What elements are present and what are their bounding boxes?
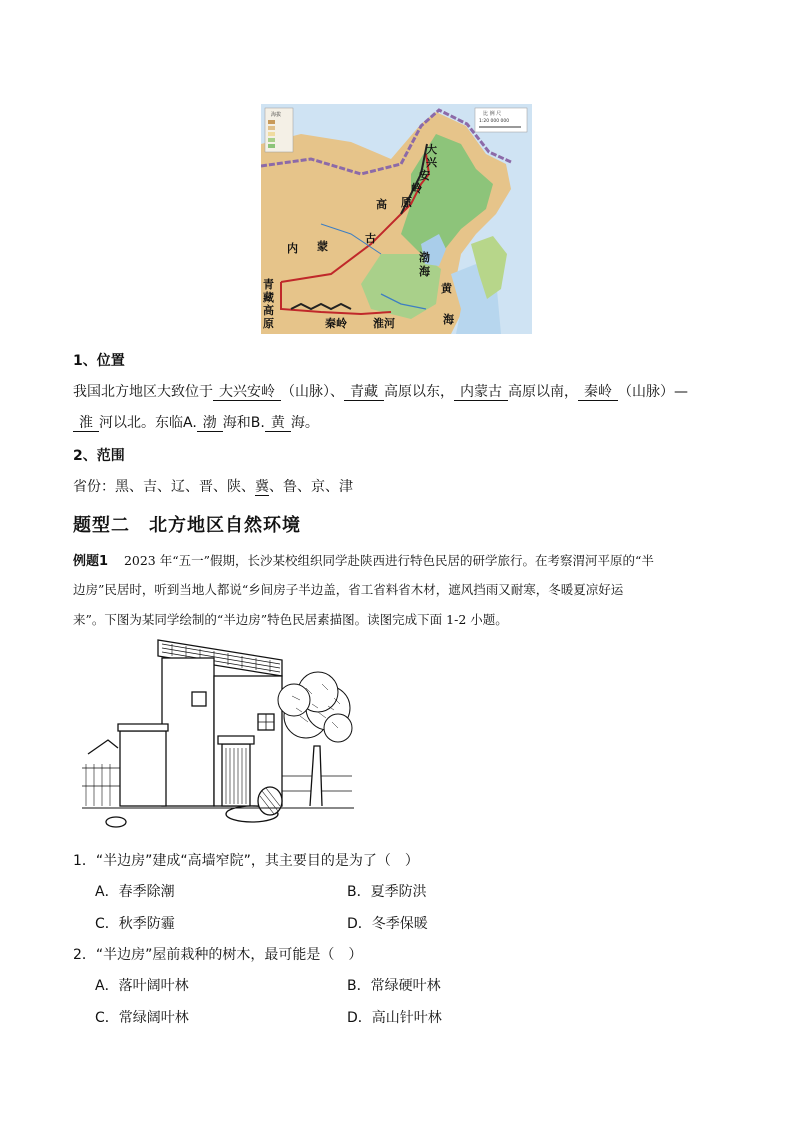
- q2-option-c[interactable]: C．常绿阔叶林: [95, 1010, 189, 1026]
- provinces-label: 省份：: [73, 479, 115, 495]
- text-segment: 高原以南，: [508, 384, 578, 400]
- provinces-line: [73, 476, 353, 496]
- label-huang-hai: 海: [443, 313, 454, 326]
- blank-qinling: 秦岭: [578, 384, 618, 401]
- half-house-sketch: [82, 636, 354, 832]
- q2-option-b[interactable]: B．常绿硬叶林: [347, 978, 441, 994]
- section1-heading: 1、位置: [73, 353, 125, 369]
- map-scale-ratio: 1:20 000 000: [479, 119, 510, 124]
- label-qinling: 秦岭: [325, 317, 347, 330]
- blank-qingzang: 青藏: [344, 384, 384, 401]
- blank-huai: 淮: [73, 415, 99, 432]
- example-line2: 边房”民居时，听到当地人都说“乡间房子半边盖，省工省料省木材，遮风挡雨又耐寒，冬暖夏凉好运: [73, 582, 624, 597]
- example-line1: [73, 550, 654, 569]
- q2-option-a[interactable]: A．落叶阔叶林: [95, 978, 189, 994]
- label-yuan: 原: [401, 196, 412, 209]
- text-segment: 海。: [290, 415, 319, 431]
- question-2-stem: 2．“半边房”屋前栽种的树木，最可能是（ ）: [73, 947, 363, 963]
- text-segment: 我国北方地区大致位于: [73, 384, 213, 400]
- q1-option-a[interactable]: A．春季除潮: [95, 884, 175, 900]
- label-huaihe: 淮河: [373, 317, 395, 330]
- position-line1: [73, 381, 688, 401]
- label-xing: 兴: [426, 156, 437, 169]
- province-ji: 冀: [255, 479, 269, 495]
- text-segment: （山脉）、: [281, 384, 344, 400]
- label-ling: 岭: [411, 182, 422, 195]
- text-segment: 高原以东，: [384, 384, 454, 400]
- label-qing: 青: [263, 278, 274, 291]
- position-line2: [73, 412, 319, 432]
- example-text: 2023 年“五一”假期，长沙某校组织同学赴陕西进行特色民居的研学旅行。在考察渭河平原的“半: [123, 553, 654, 568]
- text-segment: 海和B.: [222, 415, 265, 431]
- text-segment: 河以北。东临A.: [99, 415, 197, 431]
- blank-daxinganling: 大兴安岭: [213, 384, 281, 401]
- q2-option-d[interactable]: D．高山针叶林: [347, 1010, 442, 1026]
- example-line3: 来”。下图为某同学绘制的“半边房”特色民居素描图。读图完成下面 1-2 小题。: [73, 612, 508, 627]
- label-nei: 内: [287, 242, 298, 255]
- type2-title: 题型二 北方地区自然环境: [73, 515, 301, 536]
- label-gao2: 高: [263, 304, 274, 317]
- label-zang: 藏: [263, 291, 274, 304]
- map-legend-title: 海拔: [271, 112, 282, 118]
- label-huang: 黄: [441, 282, 452, 295]
- north-china-map: [261, 104, 532, 334]
- q1-option-d[interactable]: D．冬季保暖: [347, 916, 428, 932]
- example-label: 例题1: [73, 554, 109, 569]
- q1-option-c[interactable]: C．秋季防霾: [95, 916, 175, 932]
- label-bo-hai: 海: [419, 265, 430, 278]
- q1-option-b[interactable]: B．夏季防洪: [347, 884, 427, 900]
- label-gao: 高: [376, 198, 387, 211]
- blank-huang: 黄: [265, 415, 291, 432]
- section2-heading: 2、范围: [73, 448, 125, 464]
- question-1-stem: 1．“半边房”建成“高墙窄院”，其主要目的是为了（ ）: [73, 853, 419, 869]
- map-scale-title: 比 例 尺: [483, 111, 502, 117]
- label-an: 安: [419, 169, 430, 182]
- provinces-text: 、鲁、京、津: [269, 479, 353, 495]
- label-yuan2: 原: [263, 317, 274, 330]
- label-gu: 古: [365, 232, 376, 245]
- label-da: 大: [426, 143, 437, 156]
- blank-neimenggu: 内蒙古: [454, 384, 508, 401]
- label-bo: 渤: [419, 251, 430, 264]
- label-meng: 蒙: [317, 240, 328, 253]
- provinces-text: 黑、吉、辽、晋、陕、: [115, 479, 255, 495]
- blank-bo: 渤: [197, 415, 223, 432]
- text-segment: （山脉）—: [618, 384, 688, 400]
